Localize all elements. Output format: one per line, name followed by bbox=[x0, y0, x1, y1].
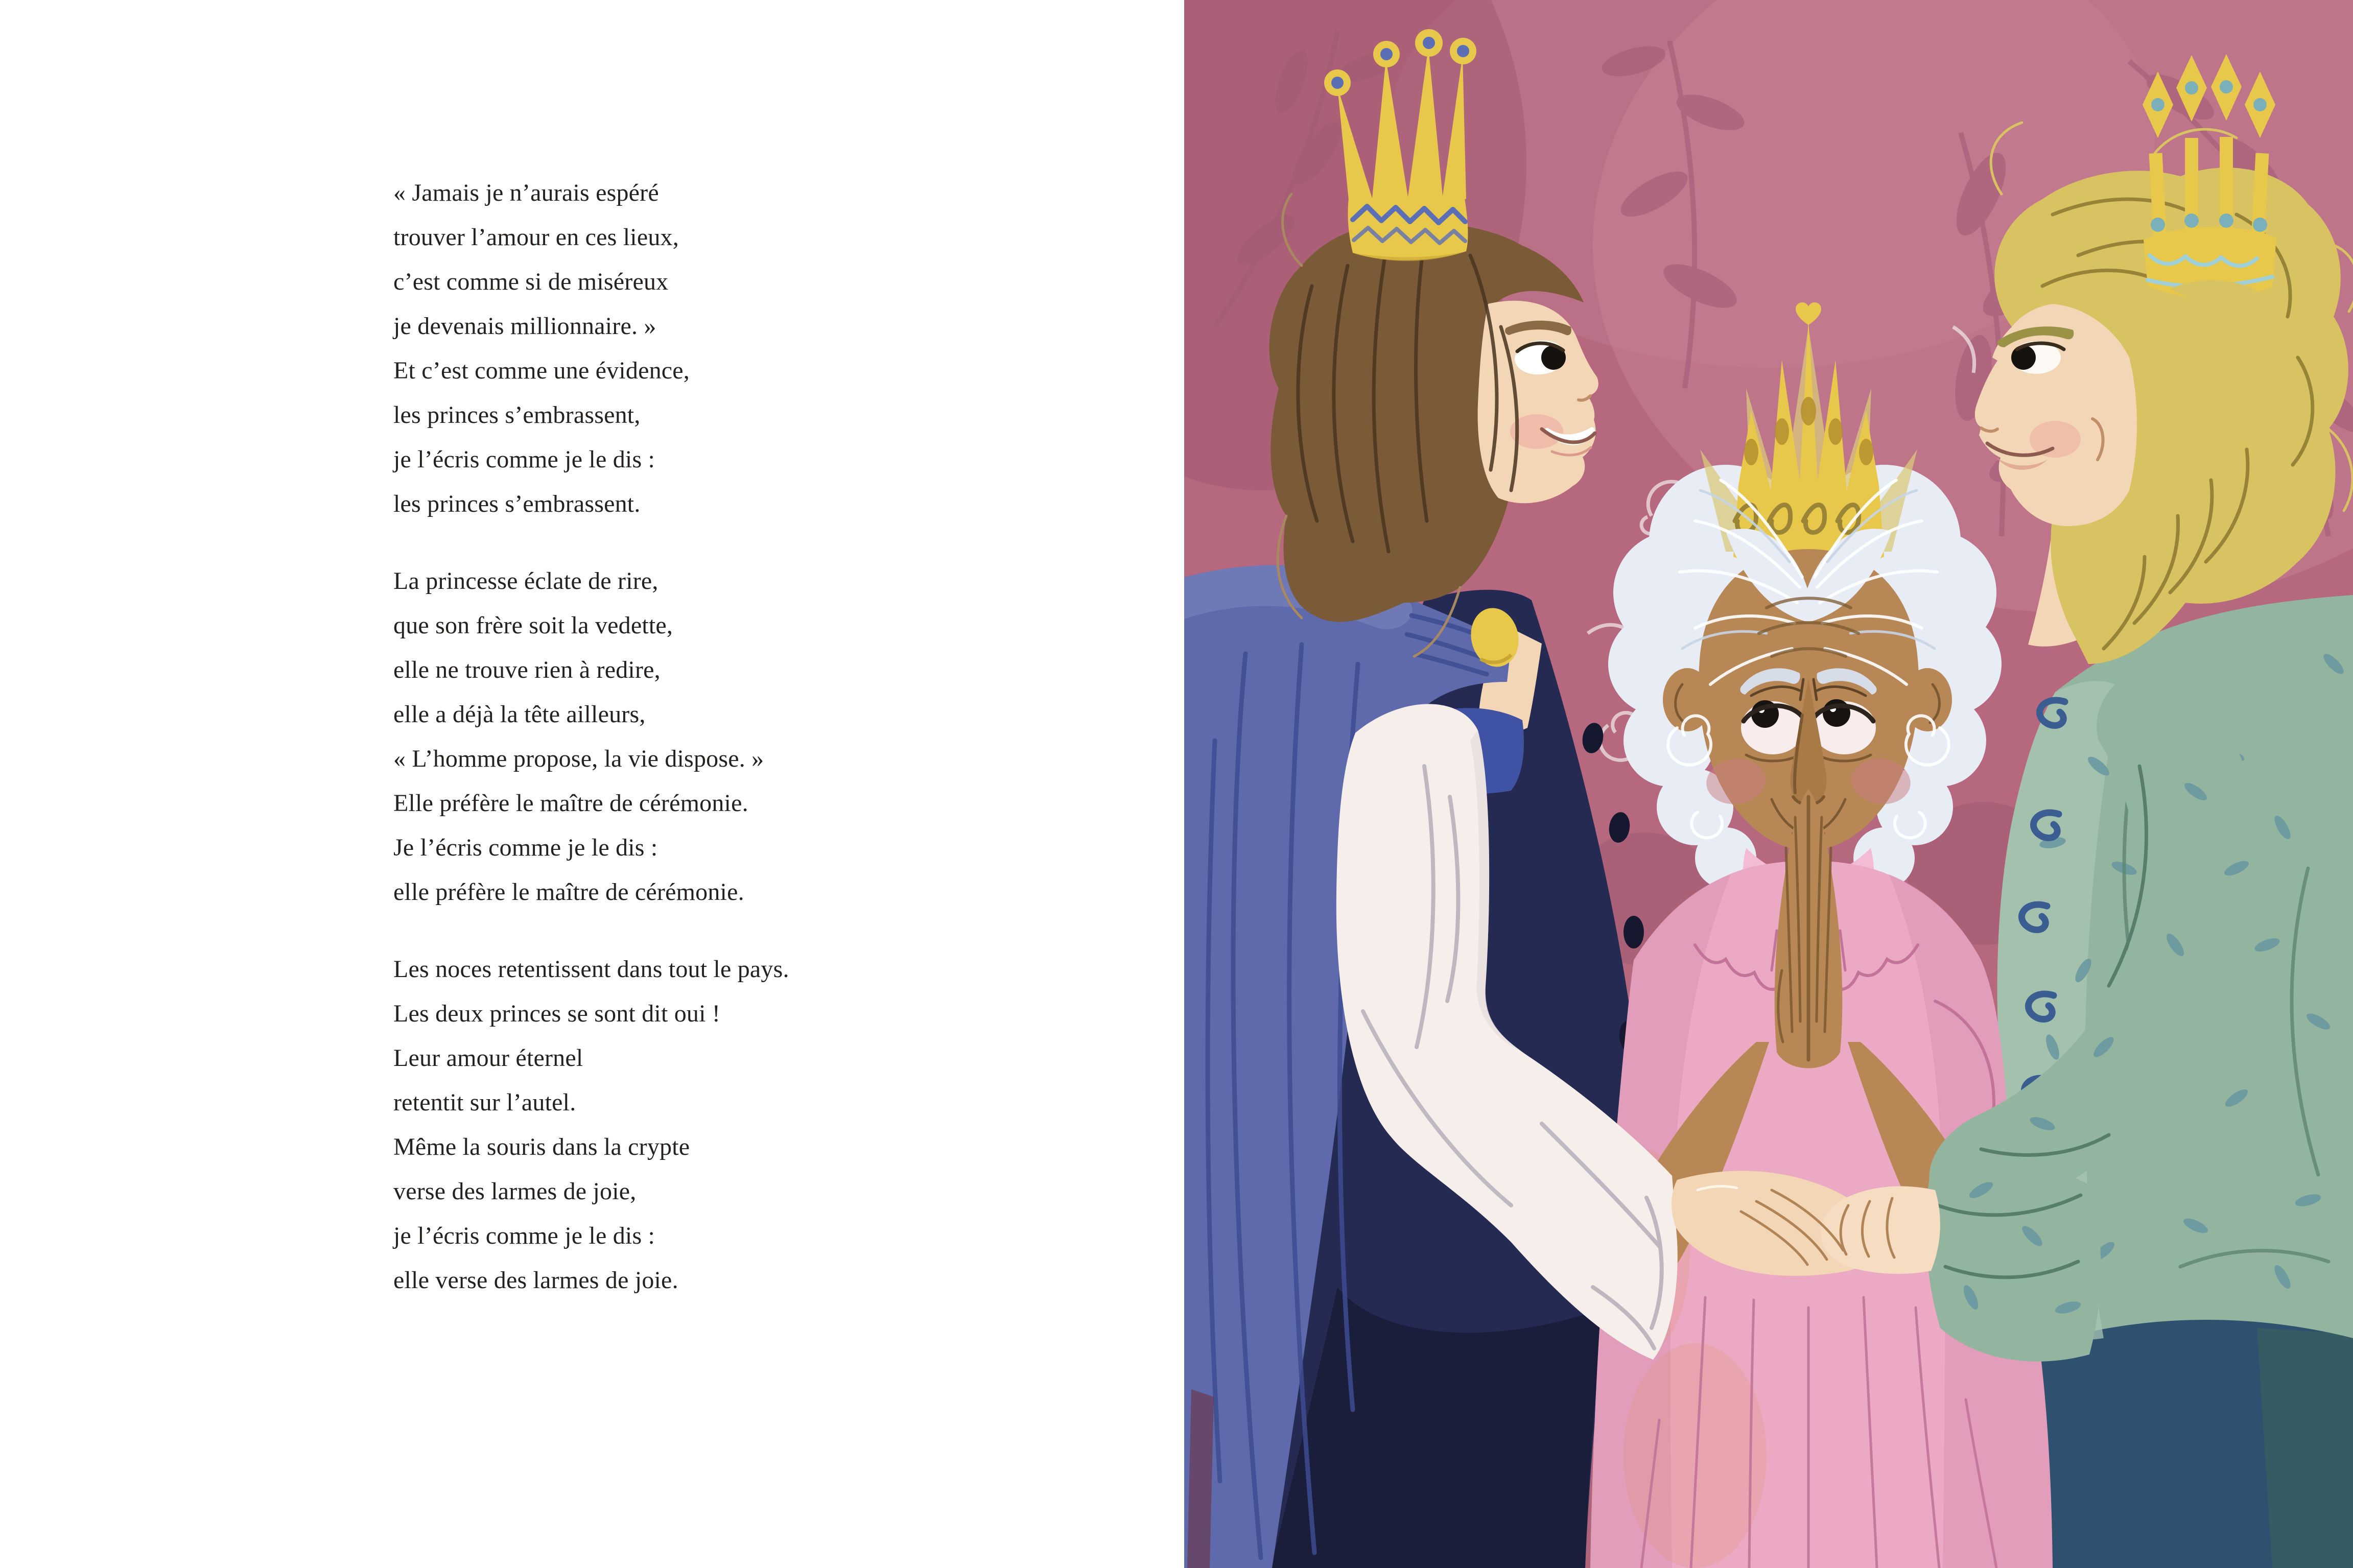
poem bbox=[393, 171, 789, 1335]
wedding-illustration bbox=[1184, 0, 2353, 1568]
poem-line: les princes s’embrassent, bbox=[393, 401, 641, 429]
maroon-smudge bbox=[1187, 1389, 1214, 1568]
poem-line: les princes s’embrassent. bbox=[393, 490, 641, 517]
poem-line: Et c’est comme une évidence, bbox=[393, 357, 690, 384]
poem-line: Les noces retentissent dans tout le pays. bbox=[393, 956, 789, 983]
poem-line: elle verse des larmes de joie. bbox=[393, 1267, 678, 1294]
poem-line: je devenais millionnaire. » bbox=[393, 313, 656, 340]
right-page-illustration bbox=[1184, 0, 2353, 1568]
poem-line: elle préfère le maître de cérémonie. bbox=[393, 878, 744, 906]
poem-line: « Jamais je n’aurais espéré bbox=[393, 179, 659, 206]
right-prince-trousers-green-edge bbox=[2257, 1328, 2353, 1568]
poem-line: La princesse éclate de rire, bbox=[393, 567, 658, 595]
poem-line: retentit sur l’autel. bbox=[393, 1089, 576, 1116]
poem-stanza-1 bbox=[393, 171, 789, 526]
poem-line: trouver l’amour en ces lieux, bbox=[393, 224, 679, 251]
poem-line: je l’écris comme je le dis : bbox=[393, 1222, 655, 1249]
poem-line: je l’écris comme je le dis : bbox=[393, 446, 655, 473]
poem-line: Elle préfère le maître de cérémonie. bbox=[393, 790, 748, 817]
right-prince-pupil bbox=[2011, 345, 2036, 370]
poem-line: Même la souris dans la crypte bbox=[393, 1133, 690, 1160]
poem-line: Je l’écris comme je le dis : bbox=[393, 834, 658, 861]
poem-stanza-2 bbox=[393, 559, 789, 914]
poem-line: que son frère soit la vedette, bbox=[393, 612, 673, 639]
elder-pupil-right bbox=[1823, 699, 1850, 727]
poem-line: « L’homme propose, la vie dispose. » bbox=[393, 745, 764, 772]
poem-line: elle a déjà la tête ailleurs, bbox=[393, 701, 646, 728]
poem-line: verse des larmes de joie, bbox=[393, 1178, 637, 1205]
poem-line: elle ne trouve rien à redire, bbox=[393, 656, 661, 683]
poem-stanza-3 bbox=[393, 947, 789, 1302]
poem-line: Leur amour éternel bbox=[393, 1044, 583, 1072]
poem-line: Les deux princes se sont dit oui ! bbox=[393, 1000, 721, 1027]
poem-line: c’est comme si de miséreux bbox=[393, 268, 669, 295]
